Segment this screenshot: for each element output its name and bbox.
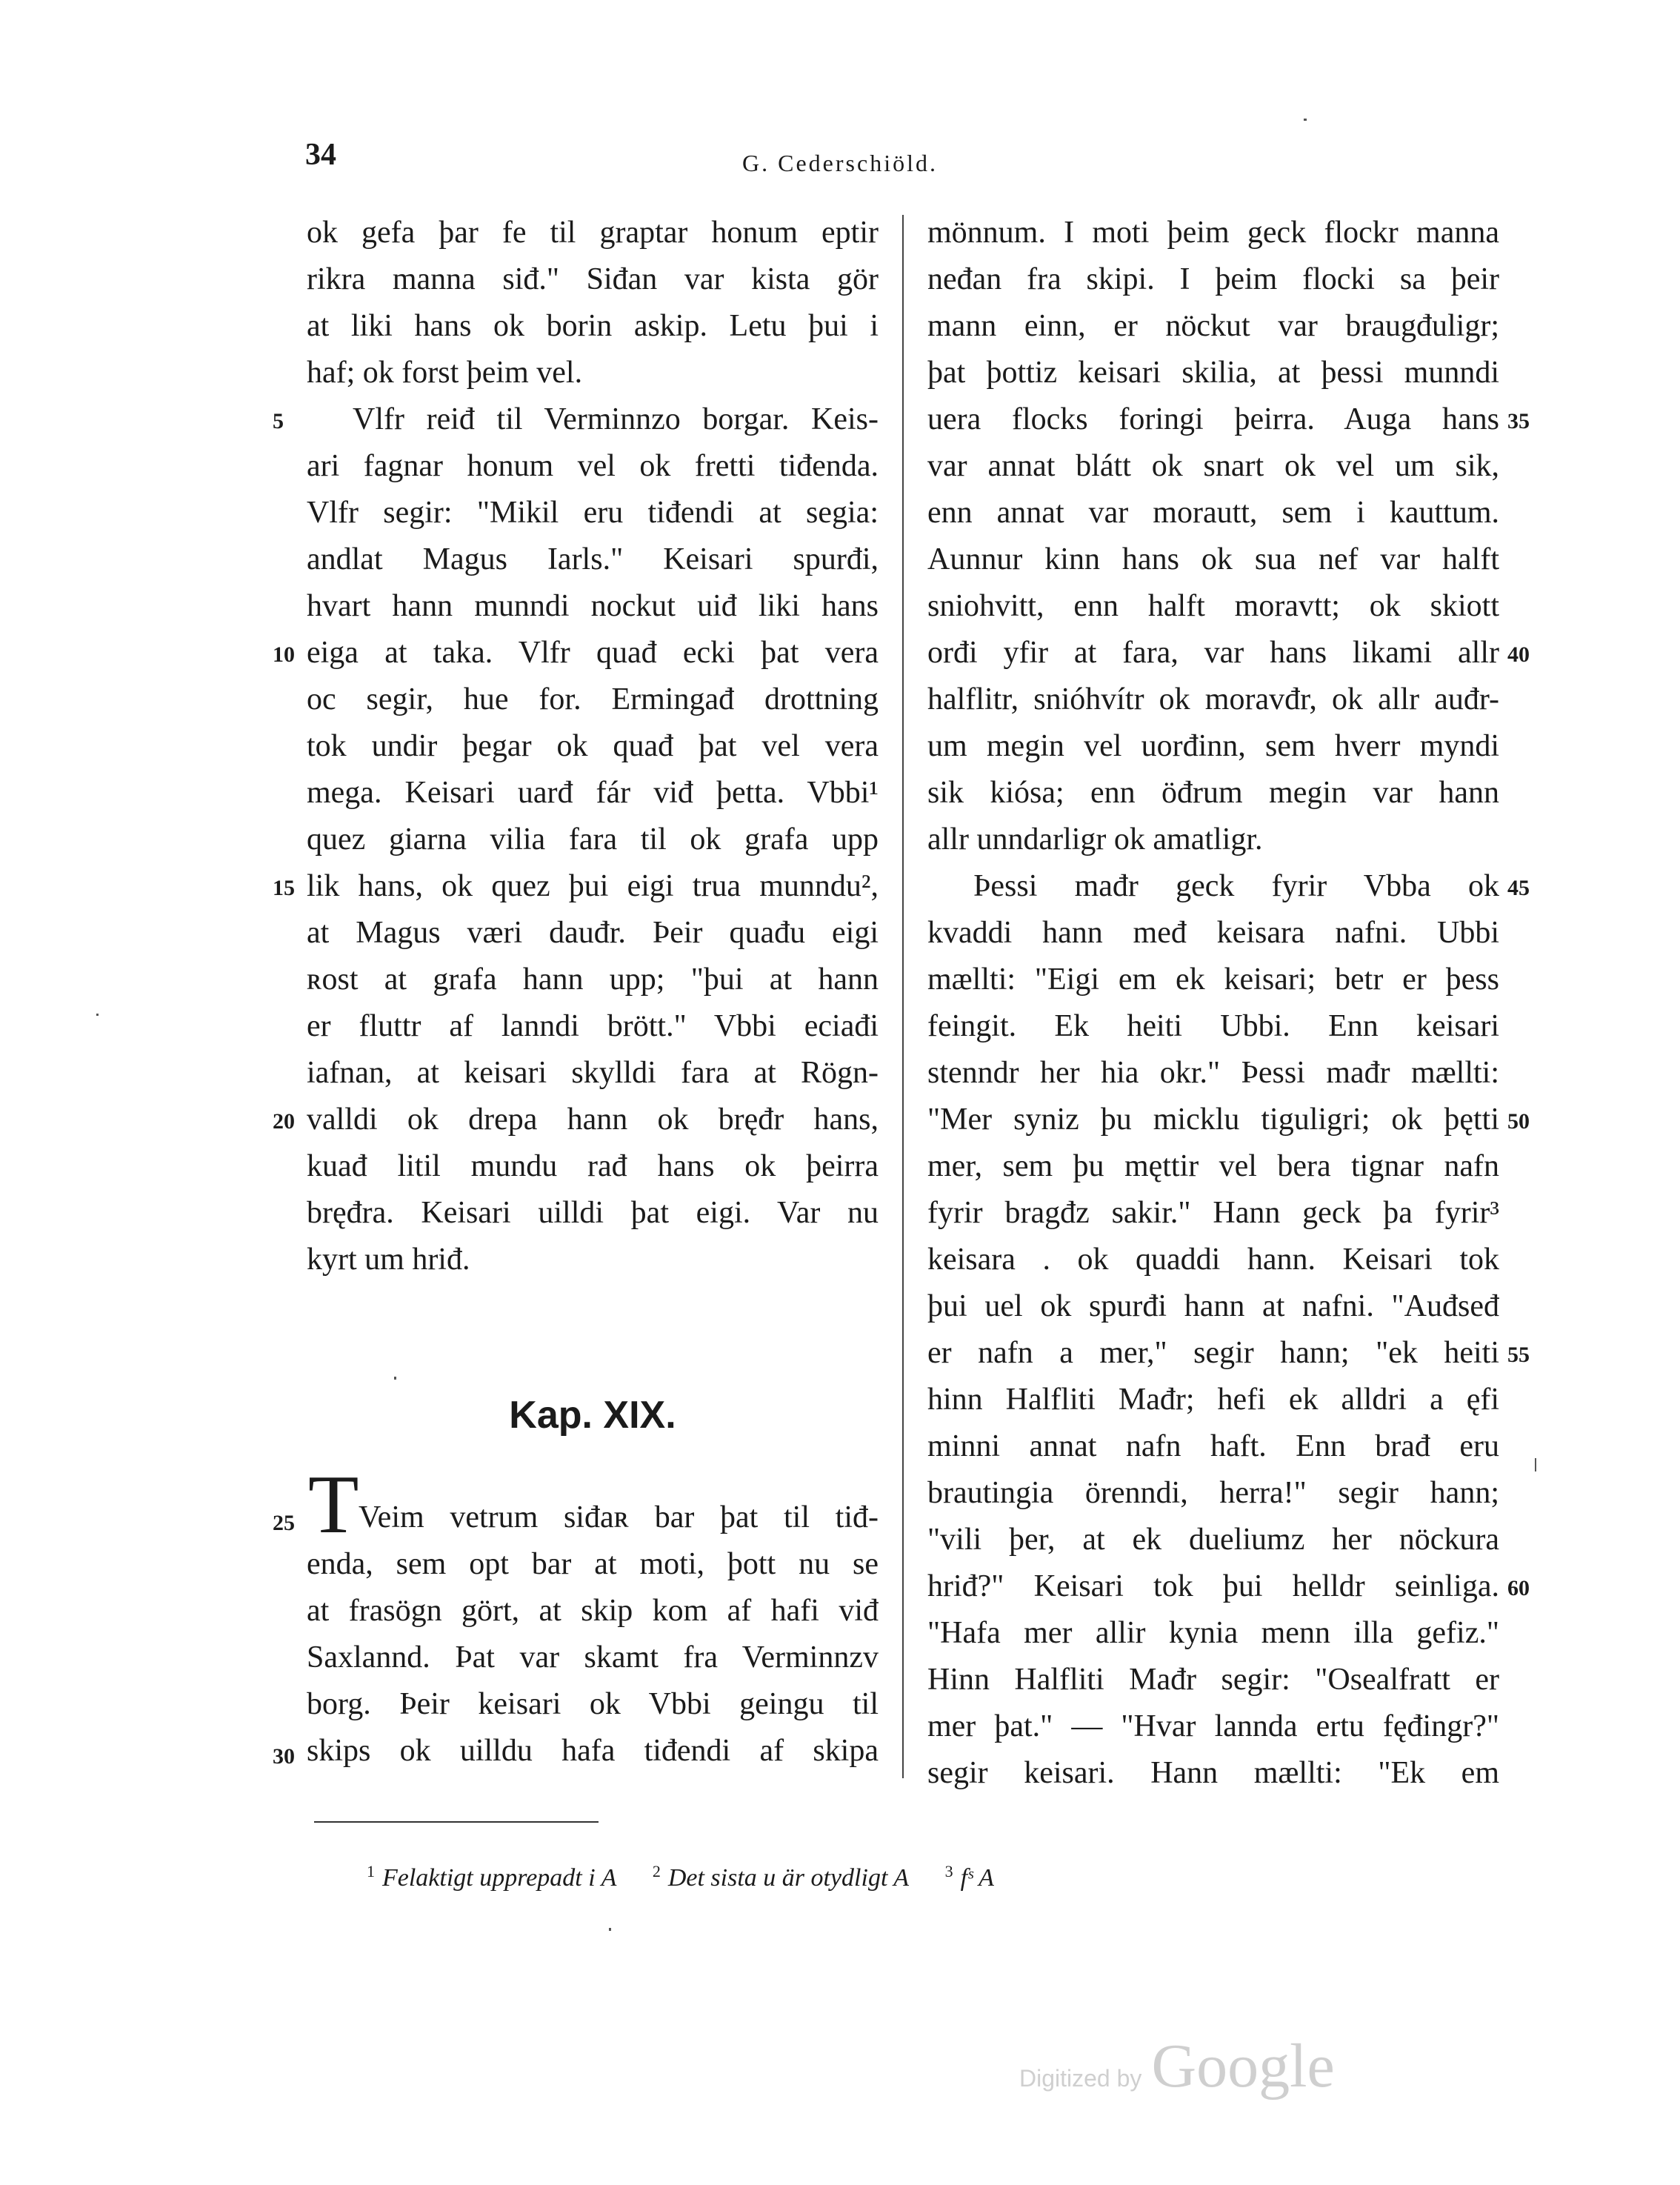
text-line: tok undir þegar ok quađ þat vel vera <box>307 729 879 763</box>
text-line: bręđra. Keisari uilldi þat eigi. Var nu <box>307 1196 879 1230</box>
line-number: 25 <box>273 1511 295 1535</box>
text-line: hvart hann munndi nockut uiđ liki hans <box>307 589 879 623</box>
footnote-text: Det sista u är otydligt A <box>667 1864 910 1892</box>
text-line: Veim vetrum siđaʀ bar þat til tiđ- <box>359 1500 879 1534</box>
text-line: Þessi mađr geck fyrir Vbba ok <box>973 869 1499 903</box>
text-line: er fluttr af lanndi brött." Vbbi eciađi <box>307 1009 879 1043</box>
line-number: 60 <box>1507 1576 1530 1600</box>
text-line: Saxlannd. Þat var skamt fra Verminnzv <box>307 1640 879 1674</box>
text-line: quez giarna vilia fara til ok grafa upp <box>307 822 879 857</box>
footnotes <box>367 1862 1024 1892</box>
text-line: er nafn a mer," segir hann; "ek heiti <box>927 1336 1499 1370</box>
line-number: 35 <box>1507 409 1530 433</box>
column-divider <box>902 215 904 1778</box>
text-line: ari fagnar honum vel ok fretti tiđenda. <box>307 449 879 483</box>
text-line: lik hans, ok quez þui eigi trua munndu², <box>307 869 879 903</box>
scan-speck <box>1304 119 1307 121</box>
footnote-mark: 2 <box>652 1862 661 1880</box>
text-line: uera flocks foringi þeirra. Auga hans <box>927 402 1499 436</box>
text-line: hinn Halfliti Mađr; hefi ek alldri a ęfi <box>927 1383 1499 1417</box>
text-line: Hinn Halfliti Mađr segir: "Osealfratt er <box>927 1663 1499 1697</box>
line-number: 50 <box>1507 1109 1530 1134</box>
text-line: enda, sem opt bar at moti, þott nu se <box>307 1547 879 1581</box>
digitized-watermark <box>1019 2030 1335 2102</box>
text-line: um megin vel uorđinn, sem hverr myndi <box>927 729 1499 763</box>
text-line: at Magus væri dauđr. Þeir quađu eigi <box>307 916 879 950</box>
text-line: keisara . ok quaddi hann. Keisari tok <box>927 1243 1499 1277</box>
text-line: brautingia örenndi, herra!" segir hann; <box>927 1476 1499 1510</box>
text-line: mann einn, er nöckut var braugđuligr; <box>927 309 1499 343</box>
text-line: iafnan, at keisari skylldi fara at Rögn- <box>307 1056 879 1090</box>
text-line: rikra manna siđ." Siđan var kista gör <box>307 262 879 296</box>
footnote-mark: 3 <box>944 1862 953 1880</box>
text-line: kvaddi hann međ keisara nafni. Ubbi <box>927 916 1499 950</box>
text-line: at frasögn gört, at skip kom af hafi viđ <box>307 1594 879 1628</box>
line-number: 45 <box>1507 876 1530 900</box>
text-line: mega. Keisari uarđ fár viđ þetta. Vbbi¹ <box>307 776 879 810</box>
scan-speck <box>394 1377 396 1380</box>
scan-speck <box>609 1928 611 1931</box>
text-line: "vili þer, at ek dueliumz her nöckura <box>927 1523 1499 1557</box>
text-line: stenndr her hia okr." Þessi mađr mællti: <box>927 1056 1499 1090</box>
text-line: haf; ok forst þeim vel. <box>307 356 583 390</box>
text-line: borg. Þeir keisari ok Vbbi geingu til <box>307 1687 879 1721</box>
text-line: andlat Magus Iarls." Keisari spurđi, <box>307 542 879 576</box>
line-number: 55 <box>1507 1343 1530 1367</box>
text-line: kyrt um hriđ. <box>307 1243 470 1277</box>
text-line: ʀost at grafa hann upp; "þui at hann <box>307 962 879 997</box>
text-line: mer þat." — "Hvar lannda ertu fęđingr?" <box>927 1709 1499 1743</box>
text-line: at liki hans ok borin askip. Letu þui i <box>307 309 879 343</box>
footnote-rule <box>314 1821 599 1823</box>
text-line: þui uel ok spurđi hann at nafni. "Auđseđ <box>927 1289 1499 1323</box>
text-line: allr unndarligr ok amatligr. <box>927 822 1263 857</box>
footnote <box>367 1864 616 1892</box>
text-line: oc segir, hue for. Ermingađ drottning <box>307 682 879 716</box>
text-line: Vlfr reiđ til Verminnzo borgar. Keis- <box>353 402 879 436</box>
line-number: 5 <box>273 409 284 433</box>
text-line: eiga at taka. Vlfr quađ ecki þat vera <box>307 636 879 670</box>
watermark-brand: Google <box>1151 2032 1335 2101</box>
text-line: minni annat nafn haft. Enn brađ eru <box>927 1429 1499 1463</box>
text-line: feingit. Ek heiti Ubbi. Enn keisari <box>927 1009 1499 1043</box>
text-line: sniohvitt, enn halft moravtt; ok skiott <box>927 589 1499 623</box>
line-number: 15 <box>273 876 295 900</box>
footnote <box>945 1864 994 1892</box>
text-line: mællti: "Eigi em ek keisari; betr er þess <box>927 962 1499 997</box>
text-line: segir keisari. Hann mællti: "Ek em <box>927 1756 1499 1790</box>
line-number: 20 <box>273 1109 295 1134</box>
text-line: "Mer syniz þu micklu tiguligri; ok þętti <box>927 1103 1499 1137</box>
line-number: 30 <box>273 1744 295 1769</box>
line-number: 40 <box>1507 642 1530 667</box>
text-line: fyrir bragđz sakir." Hann geck þa fyrir³ <box>927 1196 1499 1230</box>
running-title: G. Cederschiöld. <box>742 150 938 176</box>
footnote <box>653 1864 909 1892</box>
watermark-prefix: Digitized by <box>1019 2065 1142 2092</box>
text-line: mer, sem þu męttir vel bera tignar nafn <box>927 1149 1499 1183</box>
text-line: orđi yfir at fara, var hans likami allr <box>927 636 1499 670</box>
footnote-text: Felaktigt upprepadt i A <box>382 1864 617 1892</box>
chapter-heading: Kap. XIX. <box>509 1394 676 1437</box>
text-line: mönnum. I moti þeim geck flockr manna <box>927 216 1499 250</box>
text-line: kuađ litil mundu rađ hans ok þeirra <box>307 1149 879 1183</box>
text-line: hriđ?" Keisari tok þui helldr seinliga. <box>927 1569 1499 1603</box>
scan-speck <box>96 1014 99 1016</box>
text-line: skips ok uilldu hafa tiđendi af skipa <box>307 1734 879 1768</box>
footnote-text: fˢ A <box>960 1864 994 1892</box>
page-number: 34 <box>305 138 336 172</box>
text-line: halflitr, snióhvítr ok moravđr, ok allr auđr- <box>927 682 1499 716</box>
text-line: neđan fra skipi. I þeim flocki sa þeir <box>927 262 1499 296</box>
text-line: Vlfr segir: "Mikil eru tiđendi at segia: <box>307 496 879 530</box>
text-line: var annat blátt ok snart ok vel um sik, <box>927 449 1499 483</box>
text-line: sik kiósa; enn öđrum megin var hann <box>927 776 1499 810</box>
text-line: ok gefa þar fe til graptar honum eptir <box>307 216 879 250</box>
text-line: "Hafa mer allir kynia menn illa gefiz." <box>927 1616 1499 1650</box>
text-line: enn annat var morautt, sem i kauttum. <box>927 496 1499 530</box>
line-number: 10 <box>273 642 295 667</box>
text-line: valldi ok drepa hann ok bręđr hans, <box>307 1103 879 1137</box>
text-line: Aunnur kinn hans ok sua nef var halft <box>927 542 1499 576</box>
scan-speck <box>1535 1458 1536 1471</box>
footnote-mark: 1 <box>367 1862 375 1880</box>
text-line: þat þottiz keisari skilia, at þessi munndi <box>927 356 1499 390</box>
drop-cap: T <box>308 1459 359 1551</box>
